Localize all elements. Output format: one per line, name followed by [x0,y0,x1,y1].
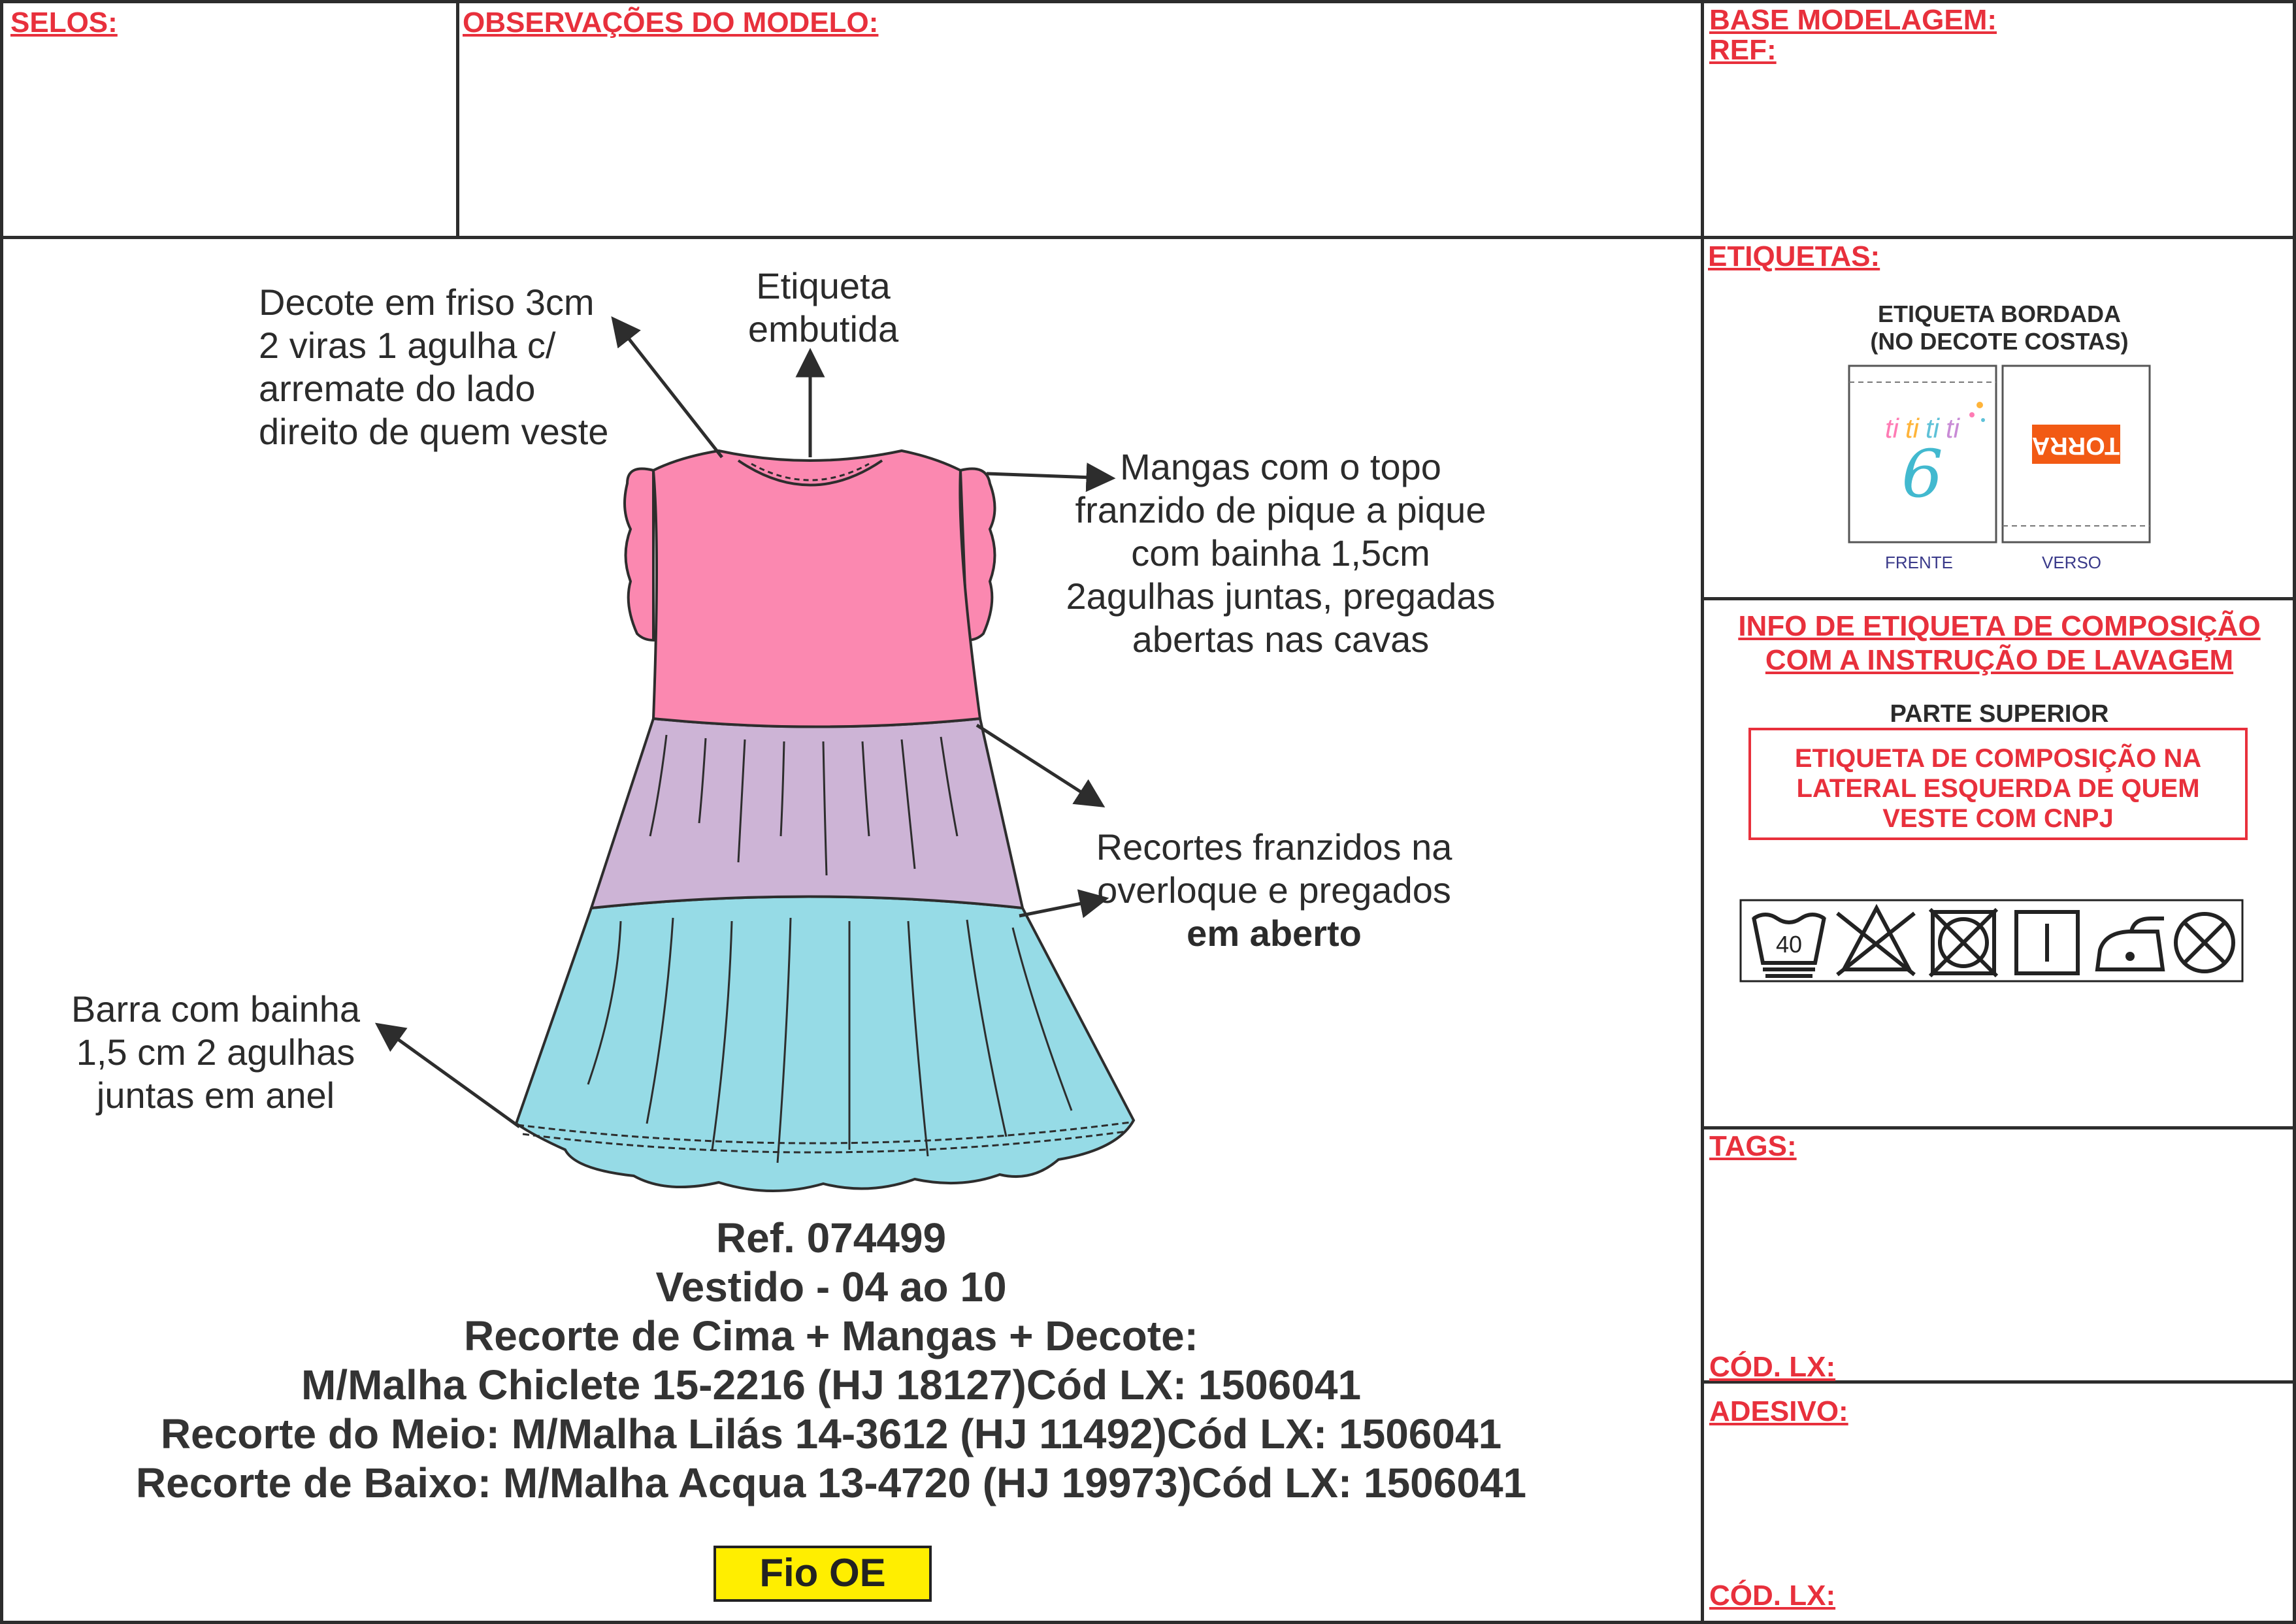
brand-ti-4: ti [1946,413,1960,444]
product-name: Vestido - 04 ao 10 [655,1263,1007,1310]
divider-header-bottom [0,236,2296,239]
note-mangas-line-3: com bainha 1,5cm [1131,532,1430,574]
note-recortes-line-3: em aberto [1187,913,1362,954]
divider-selos [456,0,459,238]
divider-etiquetas-bottom [1702,597,2296,600]
note-barra [39,988,392,1117]
etiquetas-header: ETIQUETAS: [1708,240,1880,272]
frente-label: FRENTE [1885,553,1953,572]
note-barra-line-3: juntas em anel [96,1075,335,1116]
composicao-line-2: LATERAL ESQUERDA DE QUEM [1796,774,2200,803]
observacoes-header: OBSERVAÇÕES DO MODELO: [463,7,879,39]
composicao-label-box [1748,728,2248,840]
frame-top [0,0,2296,3]
composicao-line-1: ETIQUETA DE COMPOSIÇÃO NA [1794,744,2202,773]
arrow-barra [379,1026,519,1127]
dress-middle-tier [591,719,1023,908]
note-mangas [1019,446,1542,661]
note-decote [259,281,608,453]
frame-bottom [0,1621,2296,1624]
note-etiqueta-line-1: Etiqueta [756,265,891,306]
label-back [2003,366,2150,542]
note-decote-line-4: direito de quem veste [259,411,609,452]
no-tumble-dry-icon [1930,909,1997,976]
etiqueta-bordada-title: ETIQUETA BORDADA [1878,300,2121,327]
info-composicao-header-1: INFO DE ETIQUETA DE COMPOSIÇÃO [1738,610,2261,642]
recorte-cima-material: M/Malha Chiclete 15-2216 (HJ 18127)Cód LX: 1506041 [301,1361,1362,1408]
note-mangas-line-1: Mangas com o topo [1120,446,1441,487]
note-recortes [1019,826,1529,955]
note-decote-line-1: Decote em friso 3cm [259,282,595,323]
composicao-line-3: VESTE COM CNPJ [1882,804,2114,833]
verso-label: VERSO [2042,553,2102,572]
base-modelagem-header: BASE MODELAGEM: [1709,4,1997,36]
etiqueta-bordada-subtitle: (NO DECOTE COSTAS) [1870,328,2129,355]
note-etiqueta-line-2: embutida [747,308,899,349]
dress-bodice [653,451,980,727]
dress-left-sleeve [625,469,653,641]
brand-number: 6 [1901,436,1943,512]
note-mangas-line-4: 2agulhas juntas, pregadas [1066,576,1496,617]
brand-ti-1: ti [1885,413,1899,444]
brand-ti-2: ti [1905,413,1919,444]
torra-logo: TORRA [2031,431,2120,459]
parte-superior-label: PARTE SUPERIOR [1890,700,2109,728]
brand-label-illustration [1843,363,2156,552]
note-recortes-line-2: overloque e pregados [1097,869,1451,911]
recorte-meio-material: Recorte do Meio: M/Malha Lilás 14-3612 (HJ 11492)Cód LX: 1506041 [160,1410,1502,1457]
tags-header: TAGS: [1709,1130,1797,1162]
note-etiqueta [719,265,928,351]
note-mangas-line-2: franzido de pique a pique [1075,489,1486,530]
note-decote-line-3: arremate do lado [259,368,536,409]
adesivo-header: ADESIVO: [1709,1395,1848,1427]
note-decote-line-2: 2 viras 1 agulha c/ [259,325,556,366]
recorte-cima-title: Recorte de Cima + Mangas + Decote: [464,1312,1198,1359]
note-mangas-line-5: abertas nas cavas [1132,619,1430,660]
note-recortes-line-1: Recortes franzidos na [1096,826,1452,868]
care-symbols [1739,899,2244,984]
note-barra-line-1: Barra com bainha [71,988,360,1030]
cod-lx-adesivo: CÓD. LX: [1709,1580,1836,1612]
ref-number: Ref. 074499 [715,1214,947,1261]
recorte-baixo-material: Recorte de Baixo: M/Malha Acqua 13-4720 (HJ 19973)Cód LX: 1506041 [135,1459,1527,1506]
divider-info-bottom [1702,1126,2296,1129]
arrow-decote [614,320,722,457]
selos-header: SELOS: [10,7,118,39]
fio-badge: Fio OE [713,1546,932,1602]
note-barra-line-2: 1,5 cm 2 agulhas [76,1031,355,1073]
iron-dot [2125,952,2135,961]
wash-temp: 40 [1775,931,1803,958]
brand-ti-3: ti [1926,413,1939,444]
cod-lx-tags: CÓD. LX: [1709,1351,1836,1383]
ref-header: REF: [1709,34,1777,66]
info-composicao-header-2: COM A INSTRUÇÃO DE LAVAGEM [1765,644,2234,676]
label-front [1849,366,1996,542]
